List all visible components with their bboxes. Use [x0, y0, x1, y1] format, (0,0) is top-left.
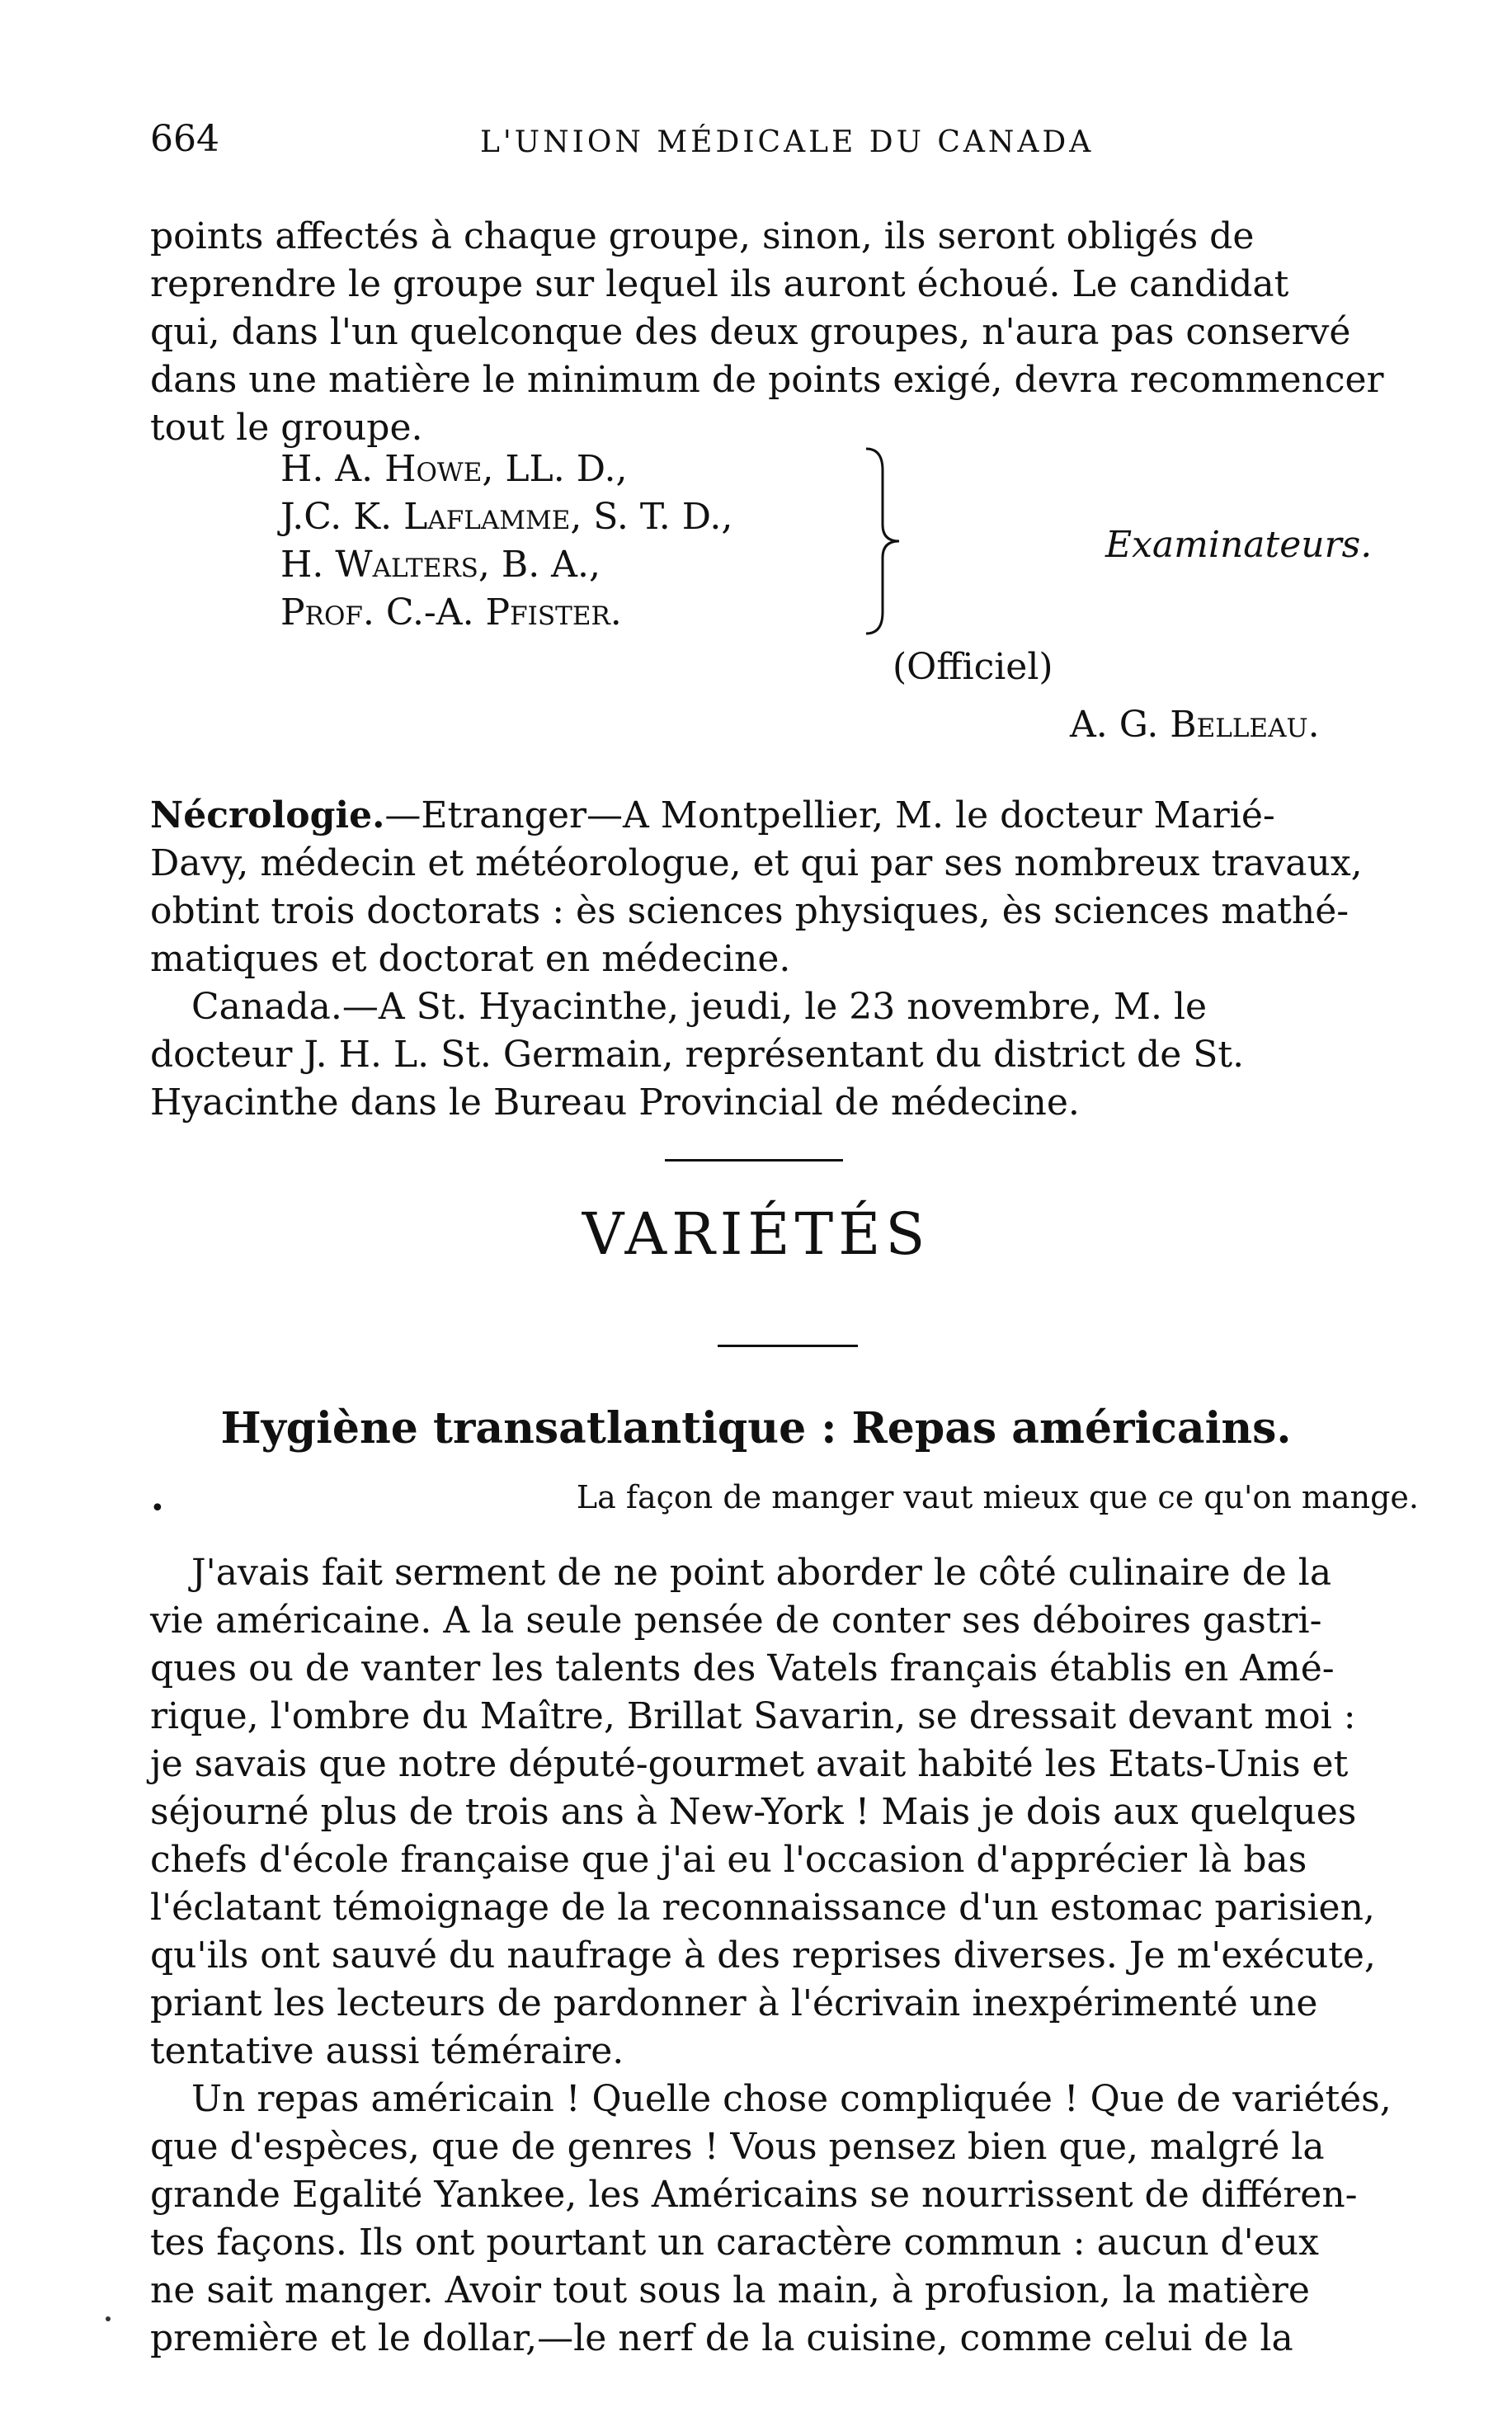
article-paragraph-1	[150, 1549, 1420, 2076]
text-line: obtint trois doctorats : ès sciences physiques, ès sciences mathé-	[150, 890, 1349, 932]
text-line: séjourné plus de trois ans à New-York ! Mais je dois aux quelques	[150, 1791, 1357, 1833]
official-note: (Officiel)	[893, 646, 1053, 688]
article-title: Hygiène transatlantique : Repas américains.	[220, 1403, 1292, 1454]
examiner-name: H. Walters, B. A.,	[280, 544, 601, 586]
text-line: Canada.—A St. Hyacinthe, jeudi, le 23 novembre, M. le	[191, 986, 1208, 1028]
text-line: chefs d'école française que j'ai eu l'occasion d'apprécier là bas	[150, 1839, 1307, 1881]
text-line: qui, dans l'un quelconque des deux groupes, n'aura pas conservé	[150, 311, 1351, 353]
divider-rule	[665, 1159, 843, 1162]
signature: A. G. Belleau.	[1070, 704, 1320, 746]
print-speck	[106, 2316, 111, 2321]
journal-title: L'UNION MÉDICALE DU CANADA	[480, 125, 1095, 159]
text-line: première et le dollar,—le nerf de la cuisine, comme celui de la	[150, 2317, 1293, 2359]
text-line: Davy, médecin et météorologue, et qui par ses nombreux travaux,	[150, 842, 1363, 884]
examiners-block	[280, 445, 1435, 643]
text-line: Un repas américain ! Quelle chose compliquée ! Que de variétés,	[191, 2078, 1392, 2120]
text-line: ne sait manger. Avoir tout sous la main, à profusion, la matière	[150, 2269, 1310, 2311]
examiner-name: H. A. Howe, LL. D.,	[280, 448, 628, 490]
text-line: J'avais fait serment de ne point aborder le côté culinaire de la	[191, 1552, 1332, 1594]
examiner-name: J.C. K. Laflamme, S. T. D.,	[280, 496, 733, 538]
necrology-heading: Nécrologie.	[150, 794, 385, 836]
text-line: l'éclatant témoignage de la reconnaissance d'un estomac parisien,	[150, 1887, 1375, 1929]
necrology-section	[150, 792, 1420, 1127]
text-line: que d'espèces, que de genres ! Vous pensez bien que, malgré la	[150, 2126, 1325, 2168]
text-line	[150, 792, 1420, 840]
text-line: reprendre le groupe sur lequel ils auront échoué. Le candidat	[150, 263, 1289, 305]
text-line: tout le groupe.	[150, 407, 423, 449]
divider-rule	[718, 1345, 858, 1347]
text-line: qu'ils ont sauvé du naufrage à des reprises diverses. Je m'exécute,	[150, 1934, 1376, 1977]
text-line: Hyacinthe dans le Bureau Provincial de médecine.	[150, 1081, 1080, 1124]
examiners-role: Examinateurs.	[1105, 524, 1373, 566]
text-line: ques ou de vanter les talents des Vatels français établis en Amé-	[150, 1647, 1335, 1689]
curly-brace	[858, 445, 916, 637]
article-paragraph-2	[150, 2076, 1420, 2363]
text-line: rique, l'ombre du Maître, Brillat Savarin, se dressait devant moi :	[150, 1695, 1356, 1737]
text-line: je savais que notre député-gourmet avait habité les Etats-Unis et	[150, 1743, 1349, 1785]
text-line: grande Egalité Yankee, les Américains se nourrissent de différen-	[150, 2174, 1358, 2216]
text-line: tes façons. Ils ont pourtant un caractère commun : aucun d'eux	[150, 2222, 1319, 2264]
margin-mark: •	[150, 1494, 165, 1523]
text-line: vie américaine. A la seule pensée de conter ses déboires gastri-	[150, 1600, 1322, 1642]
intro-paragraph	[150, 213, 1420, 452]
text-line: matiques et doctorat en médecine.	[150, 938, 791, 980]
page-number: 664	[150, 118, 219, 160]
text-line: priant les lecteurs de pardonner à l'écrivain inexpérimenté une	[150, 1982, 1318, 2024]
epigraph: La façon de manger vaut mieux que ce qu'on mange.	[576, 1479, 1419, 1515]
necrology-etranger-first-line: —Etranger—A Montpellier, M. le docteur Marié-	[384, 794, 1275, 836]
text-line: points affectés à chaque groupe, sinon, ils seront obligés de	[150, 215, 1255, 257]
text-line: tentative aussi téméraire.	[150, 2030, 624, 2072]
text-line: dans une matière le minimum de points exigé, devra recommencer	[150, 359, 1384, 401]
running-header	[150, 115, 1387, 165]
text-line: docteur J. H. L. St. Germain, représentant du district de St.	[150, 1034, 1245, 1076]
section-title: VARIÉTÉS	[582, 1200, 930, 1268]
examiner-name: Prof. C.-A. Pfister.	[280, 591, 622, 634]
